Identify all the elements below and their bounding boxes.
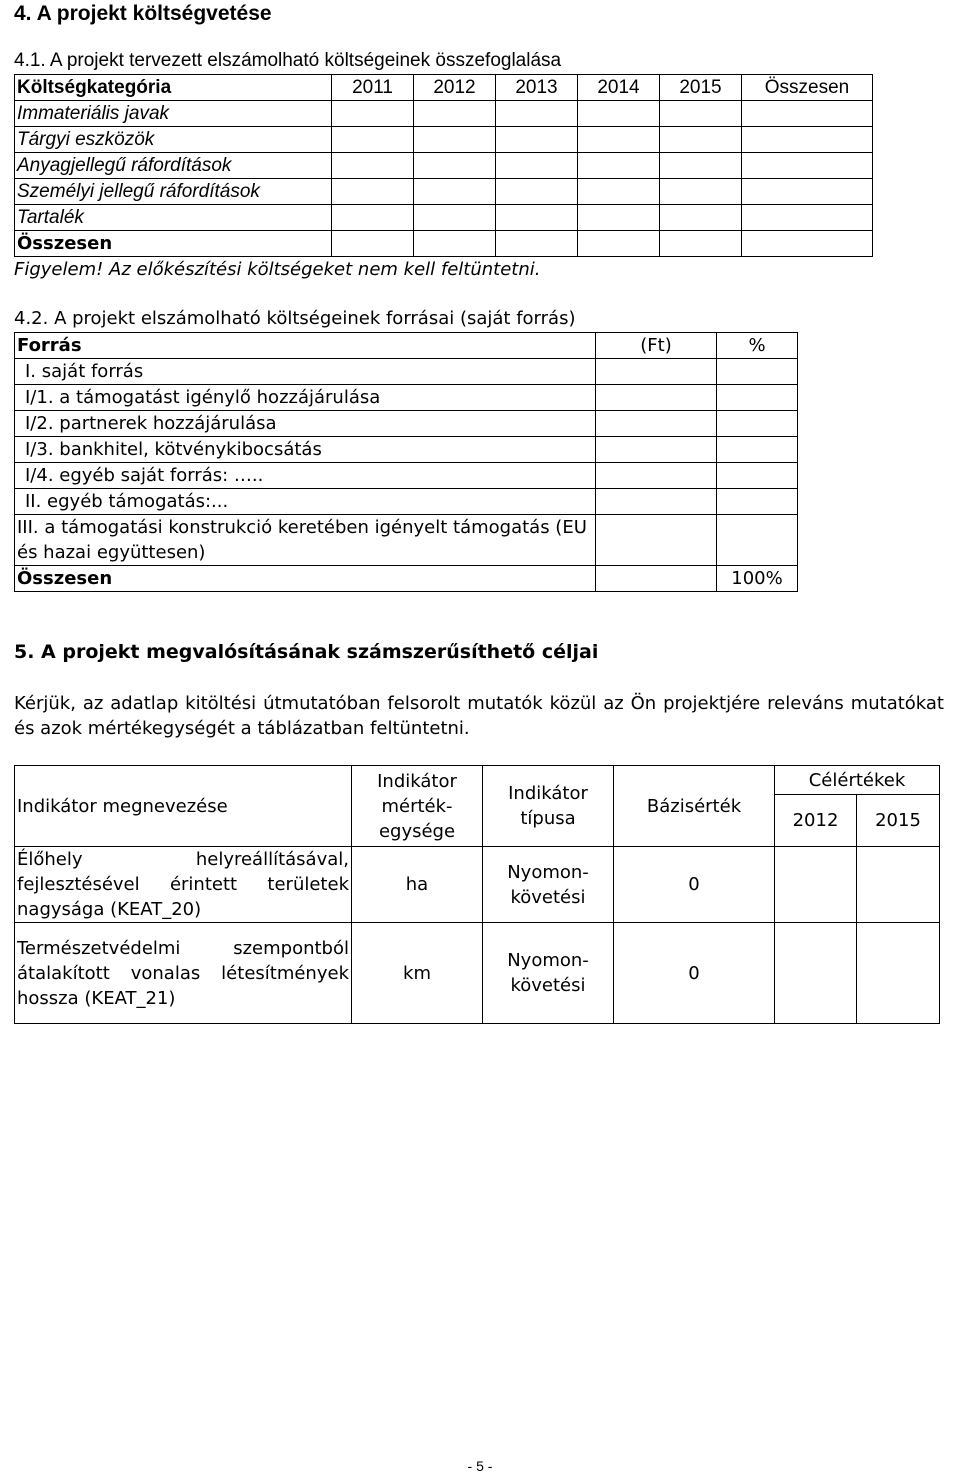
- table-total-row: [15, 566, 798, 592]
- section-title: 5. A projekt megvalósításának számszerűsíthető céljai: [14, 641, 599, 663]
- unit-cell: ha: [352, 847, 483, 923]
- header-cell: 2011: [332, 75, 414, 101]
- amount-cell: [596, 411, 717, 437]
- header-cell: Indikátor megnevezése: [15, 766, 352, 847]
- category-cell: Immateriális javak: [15, 101, 332, 127]
- amount-cell: [596, 463, 717, 489]
- value-cell: [742, 153, 873, 179]
- table-row: [15, 923, 940, 1024]
- header-cell: 2013: [496, 75, 578, 101]
- value-cell: [332, 153, 414, 179]
- source-cell: II. egyéb támogatás:...: [15, 489, 596, 515]
- value-cell: [660, 231, 742, 257]
- amount-cell: [596, 566, 717, 592]
- header-cell: [352, 766, 483, 847]
- source-cell: I/3. bankhitel, kötvénykibocsátás: [15, 437, 596, 463]
- value-cell: [742, 205, 873, 231]
- amount-cell: [596, 515, 717, 566]
- header-cell: 2015: [857, 795, 940, 847]
- value-cell: [496, 153, 578, 179]
- amount-cell: [596, 359, 717, 385]
- header-cell: Célértékek: [775, 766, 940, 795]
- table-row: [15, 385, 798, 411]
- subsection-title: 4.2. A projekt elszámolható költségeinek forrásai (saját forrás): [14, 308, 576, 329]
- value-cell: [414, 205, 496, 231]
- header-cell: Költségkategória: [15, 75, 332, 101]
- header-line: mérték-: [381, 795, 453, 817]
- table-row: [15, 179, 873, 205]
- header-cell: Bázisérték: [614, 766, 775, 847]
- type-line: követési: [510, 975, 586, 996]
- target-cell: [857, 847, 940, 923]
- table-header-row: [15, 333, 798, 359]
- cost-table: [14, 74, 873, 257]
- value-cell: [660, 153, 742, 179]
- header-cell: 2012: [414, 75, 496, 101]
- category-cell: Tartalék: [15, 205, 332, 231]
- amount-cell: [596, 385, 717, 411]
- source-cell: I. saját forrás: [15, 359, 596, 385]
- header-cell: Összesen: [742, 75, 873, 101]
- section-title: 4. A projekt költségvetése: [14, 2, 272, 25]
- value-cell: [414, 231, 496, 257]
- value-cell: [742, 179, 873, 205]
- value-cell: [578, 101, 660, 127]
- table-row: [15, 205, 873, 231]
- value-cell: [414, 153, 496, 179]
- amount-cell: [596, 489, 717, 515]
- table-total-row: [15, 231, 873, 257]
- header-cell: Forrás: [15, 333, 596, 359]
- amount-cell: [596, 437, 717, 463]
- value-cell: [742, 231, 873, 257]
- table-row: [15, 411, 798, 437]
- type-line: Nyomon-: [507, 861, 589, 883]
- header-line: Indikátor: [508, 783, 588, 804]
- value-cell: [332, 179, 414, 205]
- value-cell: [660, 205, 742, 231]
- percent-cell: [717, 385, 798, 411]
- page-number: - 5 -: [467, 1458, 493, 1474]
- category-cell: Anyagjellegű ráfordítások: [15, 153, 332, 179]
- header-cell: [483, 766, 614, 847]
- unit-cell: km: [352, 923, 483, 1024]
- table-row: [15, 359, 798, 385]
- target-cell: [775, 923, 857, 1024]
- header-cell: (Ft): [596, 333, 717, 359]
- table-row: [15, 489, 798, 515]
- instruction-paragraph: Kérjük, az adatlap kitöltési útmutatóban felsorolt mutatók közül az Ön projektjére releváns mutatókat és azok mértékegységét a táblázatban feltüntetni.: [14, 693, 944, 739]
- category-cell: Személyi jellegű ráfordítások: [15, 179, 332, 205]
- header-cell: 2015: [660, 75, 742, 101]
- funding-table: [14, 332, 798, 592]
- header-line: Indikátor: [377, 770, 457, 792]
- value-cell: [660, 101, 742, 127]
- value-cell: [414, 179, 496, 205]
- category-cell: Összesen: [15, 231, 332, 257]
- value-cell: [332, 127, 414, 153]
- total-label-cell: Összesen: [15, 566, 596, 592]
- value-cell: [578, 205, 660, 231]
- table-row: [15, 153, 873, 179]
- table-header-row: [15, 766, 940, 795]
- base-value-cell: 0: [614, 847, 775, 923]
- value-cell: [496, 101, 578, 127]
- value-cell: [578, 231, 660, 257]
- header-cell: 2012: [775, 795, 857, 847]
- value-cell: [660, 179, 742, 205]
- value-cell: [496, 231, 578, 257]
- percent-cell: [717, 437, 798, 463]
- header-cell: %: [717, 333, 798, 359]
- header-line: egysége: [378, 820, 456, 842]
- table-row: [15, 101, 873, 127]
- header-line: típusa: [520, 808, 576, 829]
- indicator-name-cell: Élőhely helyreállításával, fejlesztésével érintett területek nagysága (KEAT_20): [15, 847, 352, 923]
- table-row: [15, 515, 798, 566]
- value-cell: [332, 101, 414, 127]
- value-cell: [742, 127, 873, 153]
- source-cell: I/2. partnerek hozzájárulása: [15, 411, 596, 437]
- value-cell: [496, 205, 578, 231]
- value-cell: [660, 127, 742, 153]
- percent-cell: [717, 463, 798, 489]
- value-cell: [578, 127, 660, 153]
- indicator-table: [14, 765, 940, 1024]
- source-cell: I/1. a támogatást igénylő hozzájárulása: [15, 385, 596, 411]
- value-cell: [414, 127, 496, 153]
- value-cell: [742, 101, 873, 127]
- subsection-title: 4.1. A projekt tervezett elszámolható költségeinek összefoglalása: [14, 50, 562, 71]
- table-row: [15, 127, 873, 153]
- source-cell: I/4. egyéb saját forrás: …..: [15, 463, 596, 489]
- header-cell: 2014: [578, 75, 660, 101]
- value-cell: [332, 205, 414, 231]
- value-cell: [578, 153, 660, 179]
- table-row: [15, 437, 798, 463]
- type-cell: [483, 923, 614, 1024]
- value-cell: [414, 101, 496, 127]
- base-value-cell: 0: [614, 923, 775, 1024]
- target-cell: [775, 847, 857, 923]
- percent-cell: [717, 359, 798, 385]
- value-cell: [496, 127, 578, 153]
- type-line: követési: [510, 886, 586, 908]
- indicator-name-cell: Természetvédelmi szempontból átalakított vonalas létesítmények hossza (KEAT_21): [15, 923, 352, 1024]
- percent-cell: [717, 515, 798, 566]
- table-header-row: [15, 75, 873, 101]
- target-cell: [857, 923, 940, 1024]
- value-cell: [496, 179, 578, 205]
- percent-cell: [717, 411, 798, 437]
- note-text: Figyelem! Az előkészítési költségeket nem kell feltüntetni.: [14, 259, 541, 280]
- value-cell: [578, 179, 660, 205]
- value-cell: [332, 231, 414, 257]
- source-cell: III. a támogatási konstrukció keretében igényelt támogatás (EU és hazai együttesen): [15, 515, 596, 566]
- table-row: [15, 463, 798, 489]
- total-percent-cell: 100%: [717, 566, 798, 592]
- percent-cell: [717, 489, 798, 515]
- type-cell: [483, 847, 614, 923]
- type-line: Nyomon-: [507, 950, 589, 971]
- table-row: [15, 847, 940, 923]
- category-cell: Tárgyi eszközök: [15, 127, 332, 153]
